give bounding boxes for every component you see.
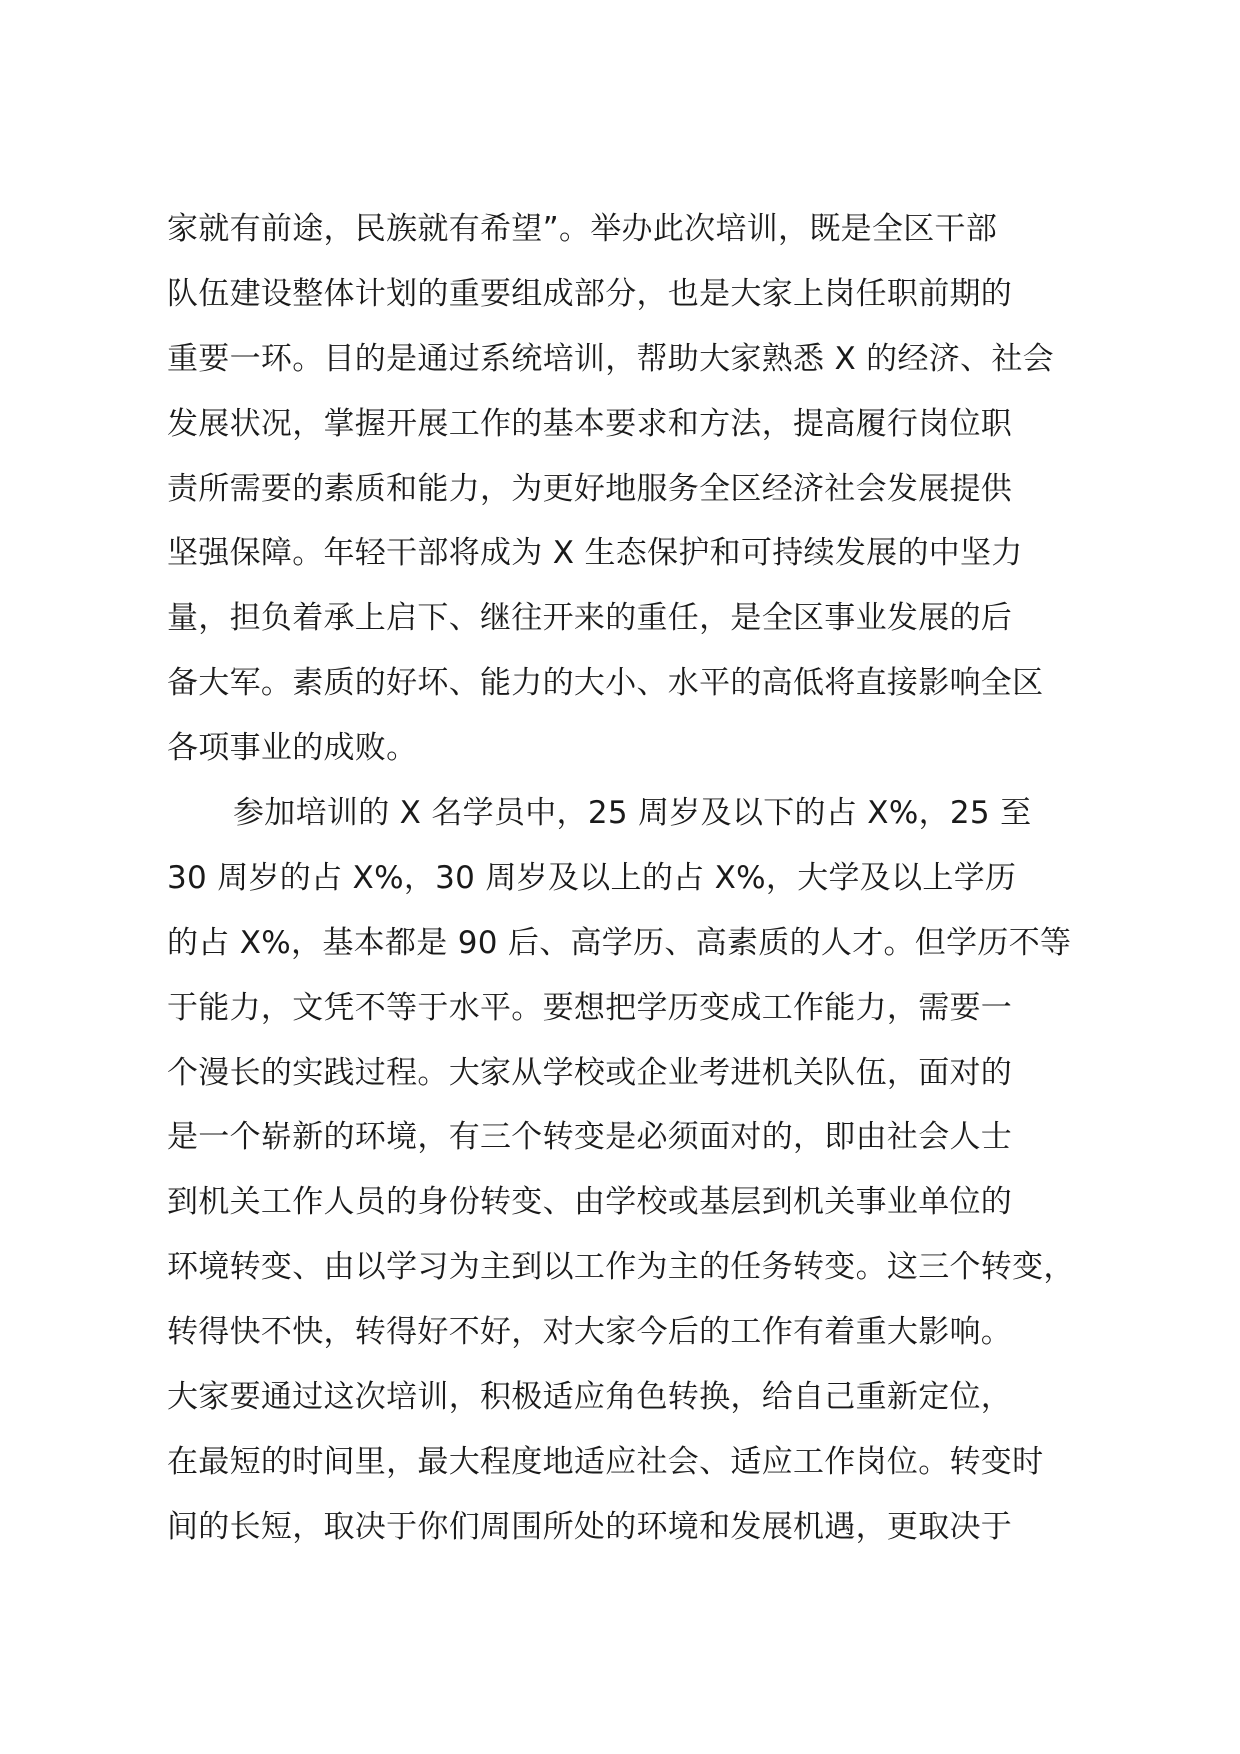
text-line: 发展状况，掌握开展工作的基本要求和方法，提高履行岗位职 [167,405,1013,442]
text-line: 家就有前途，民族就有希望”。举办此次培训，既是全区干部 [167,211,998,247]
text-line: 到机关工作人员的身份转变、由学校或基层到机关事业单位的 [167,1184,1013,1221]
text-line: 环境转变、由以学习为主到以工作为主的任务转变。这三个转变， [167,1249,1075,1286]
text-line: 的占 X%，基本都是 90 后、高学历、高素质的人才。但学历不等 [167,924,1072,961]
text-line: 间的长短，取决于你们周围所处的环境和发展机遇，更取决于 [167,1508,1013,1545]
text-line: 转得快不快，转得好不好，对大家今后的工作有着重大影响。 [167,1314,1013,1351]
text-line: 各项事业的成败。 [167,730,418,767]
text-line: 坚强保障。年轻干部将成为 X 生态保护和可持续发展的中坚力 [167,535,1023,572]
text-line: 是一个崭新的环境，有三个转变是必须面对的，即由社会人士 [167,1119,1013,1156]
document-body [167,197,1107,1560]
text-line: 量，担负着承上启下、继往开来的重任，是全区事业发展的后 [167,600,1013,637]
text-line: 大家要通过这次培训，积极适应角色转换，给自己重新定位， [167,1379,1013,1416]
text-line: 重要一环。目的是通过系统培训，帮助大家熟悉 X 的经济、社会 [167,340,1054,377]
text-line: 30 周岁的占 X%，30 周岁及以上的占 X%，大学及以上学历 [167,859,1017,896]
paragraph-start-line: 参加培训的 X 名学员中，25 周岁及以下的占 X%，25 至 [233,795,1032,832]
text-line: 个漫长的实践过程。大家从学校或企业考进机关队伍，面对的 [167,1054,1013,1091]
text-line: 于能力，文凭不等于水平。要想把学历变成工作能力，需要一 [167,989,1013,1026]
text-line: 责所需要的素质和能力，为更好地服务全区经济社会发展提供 [167,470,1013,507]
text-line: 备大军。素质的好坏、能力的大小、水平的高低将直接影响全区 [167,665,1044,702]
text-line: 队伍建设整体计划的重要组成部分，也是大家上岗任职前期的 [167,275,1013,312]
text-line: 在最短的时间里，最大程度地适应社会、适应工作岗位。转变时 [167,1443,1044,1480]
